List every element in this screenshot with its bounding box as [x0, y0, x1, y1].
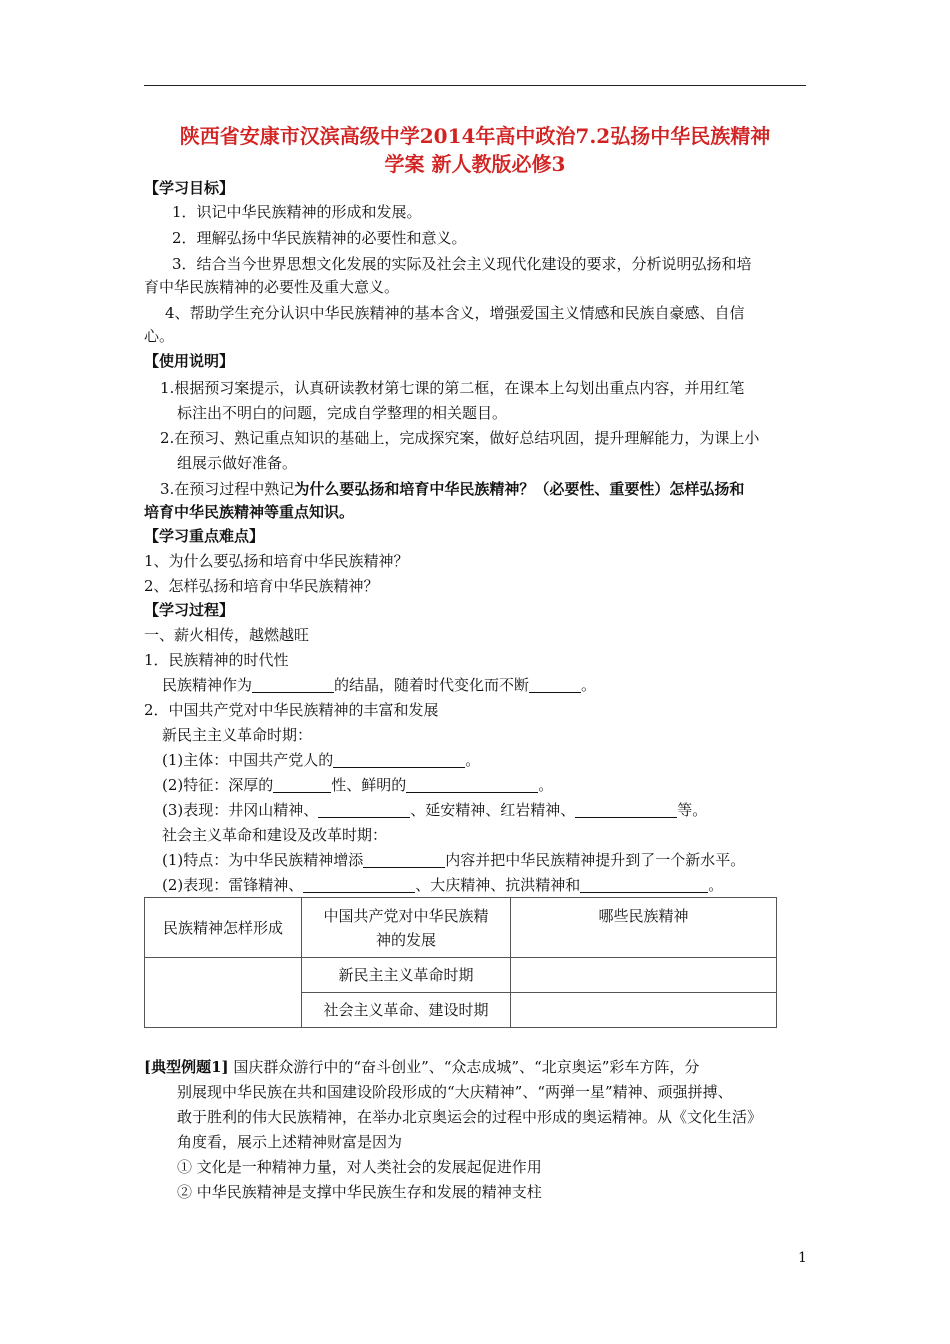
usage-item-3-prefix: 3.在预习过程中熟记 — [160, 480, 295, 498]
table-header-text: 神的发展 — [375, 930, 436, 949]
table-cell-text: 新民主主义革命时期 — [338, 966, 474, 984]
fill-text: 。 — [465, 751, 481, 769]
example-line-4: 角度看，展示上述精神财富是因为 — [177, 1133, 403, 1151]
usage-item-3-bold: 为什么要弘扬和培育中华民族精神？（必要性、重要性）怎样弘扬和 — [294, 480, 745, 498]
fill-text: (3)表现：井冈山精神、 — [162, 801, 319, 819]
process-section-1: 一、薪火相传，越燃越旺 — [144, 626, 310, 644]
fill-text: 的结晶，随着时代变化而不断 — [334, 676, 530, 694]
keypoint-item-1: 1、为什么要弘扬和培育中华民族精神？ — [144, 552, 409, 570]
table-header-text: 中国共产党对中华民族精 — [323, 906, 489, 925]
table-cell-text: 社会主义革命、建设时期 — [323, 1001, 489, 1019]
example-line-1 — [144, 1055, 699, 1079]
spirit-table — [144, 897, 777, 1028]
process-sub-1-text — [162, 673, 596, 697]
title-line-2: 学案 新人教版必修3 — [384, 152, 566, 176]
goal-item-2: 2．理解弘扬中华民族精神的必要性和意义。 — [172, 229, 467, 247]
process-sub-1: 1．民族精神的时代性 — [144, 651, 289, 669]
period-2-item-1 — [162, 848, 745, 872]
table-cell-empty[interactable] — [145, 958, 302, 1028]
period-2-item-2 — [162, 873, 723, 897]
fill-text: 。 — [581, 676, 597, 694]
period-2-heading: 社会主义革命和建设及改革时期： — [162, 826, 388, 844]
process-heading: 【学习过程】 — [144, 601, 235, 619]
answer-blank[interactable] — [273, 776, 331, 793]
fill-text: 。 — [538, 776, 554, 794]
fill-text: 性、鲜明的 — [331, 776, 407, 794]
usage-item-2a: 2.在预习、熟记重点知识的基础上，完成探究案，做好总结巩固，提升理解能力，为课上小 — [160, 429, 760, 447]
table-header-development — [302, 898, 511, 958]
example-option-1: ① 文化是一种精神力量，对人类社会的发展起促进作用 — [177, 1158, 542, 1176]
example-text: 国庆群众游行中的“奋斗创业”、“众志成城”、“北京奥运”彩车方阵，分 — [233, 1058, 700, 1076]
period-1-item-3 — [162, 798, 707, 822]
fill-text: (2)特征：深厚的 — [162, 776, 274, 794]
table-header-spirits — [511, 898, 777, 958]
fill-text: 、大庆精神、抗洪精神和 — [415, 876, 581, 894]
process-sub-2: 2．中国共产党对中华民族精神的丰富和发展 — [144, 701, 439, 719]
goal-item-4b: 心。 — [144, 327, 175, 345]
example-line-3: 敢于胜利的伟大民族精神，在举办北京奥运会的过程中形成的奥运精神。从《文化生活》 — [177, 1108, 763, 1126]
table-header-formation — [145, 898, 302, 958]
header-rule — [144, 85, 806, 86]
answer-blank[interactable] — [333, 751, 465, 768]
goals-heading: 【学习目标】 — [144, 179, 235, 197]
fill-text: (1)特点：为中华民族精神增添 — [162, 851, 364, 869]
period-1-item-1 — [162, 748, 480, 772]
fill-text: 、延安精神、红岩精神、 — [410, 801, 576, 819]
answer-blank[interactable] — [363, 851, 445, 868]
answer-blank[interactable] — [318, 801, 410, 818]
answer-blank[interactable] — [575, 801, 677, 818]
table-cell-period-2 — [302, 993, 511, 1028]
answer-blank[interactable] — [406, 776, 538, 793]
answer-blank[interactable] — [529, 676, 581, 693]
keypoint-item-2: 2、怎样弘扬和培育中华民族精神？ — [144, 577, 379, 595]
example-option-2: ② 中华民族精神是支撑中华民族生存和发展的精神支柱 — [177, 1183, 542, 1201]
table-cell-answer-1[interactable] — [511, 958, 777, 993]
answer-blank[interactable] — [252, 676, 334, 693]
fill-text: (1)主体：中国共产党人的 — [162, 751, 334, 769]
usage-item-2b: 组展示做好准备。 — [177, 454, 298, 472]
example-line-2: 别展现中华民族在共和国建设阶段形成的“大庆精神”、“两弹一星”精神、顽强拼搏、 — [177, 1083, 733, 1101]
fill-text: 民族精神作为 — [162, 676, 253, 694]
fill-text: 。 — [708, 876, 724, 894]
usage-heading: 【使用说明】 — [144, 352, 235, 370]
fill-text: 内容并把中华民族精神提升到了一个新水平。 — [445, 851, 746, 869]
table-header-text: 民族精神怎样形成 — [162, 918, 283, 937]
usage-item-3-bold-2: 培育中华民族精神等重点知识。 — [144, 503, 355, 521]
page-number: 1 — [798, 1250, 807, 1266]
goal-item-4a: 4、帮助学生充分认识中华民族精神的基本含义，增强爱国主义情感和民族自豪感、自信 — [165, 304, 745, 322]
keypoints-heading: 【学习重点难点】 — [144, 527, 265, 545]
usage-item-1a: 1.根据预习案提示，认真研读教材第七课的第二框，在课本上勾划出重点内容，并用红笔 — [160, 379, 745, 397]
period-1-heading: 新民主主义革命时期： — [162, 726, 313, 744]
usage-item-3 — [160, 477, 744, 501]
fill-text: 等。 — [677, 801, 708, 819]
goal-item-3b: 育中华民族精神的必要性及重大意义。 — [144, 278, 400, 296]
table-header-text: 哪些民族精神 — [598, 907, 689, 925]
goal-item-1: 1．识记中华民族精神的形成和发展。 — [172, 203, 422, 221]
table-cell-answer-2[interactable] — [511, 993, 777, 1028]
goal-item-3a: 3．结合当今世界思想文化发展的实际及社会主义现代化建设的要求，分析说明弘扬和培 — [172, 255, 752, 273]
answer-blank[interactable] — [580, 876, 708, 893]
usage-item-1b: 标注出不明白的问题，完成自学整理的相关题目。 — [177, 404, 508, 422]
fill-text: (2)表现：雷锋精神、 — [162, 876, 304, 894]
period-1-item-2 — [162, 773, 553, 797]
answer-blank[interactable] — [303, 876, 415, 893]
example-label: [典型例题1] — [144, 1058, 229, 1076]
table-cell-period-1 — [302, 958, 511, 993]
title-line-1: 陕西省安康市汉滨高级中学2014年高中政治7.2弘扬中华民族精神 — [179, 124, 771, 148]
